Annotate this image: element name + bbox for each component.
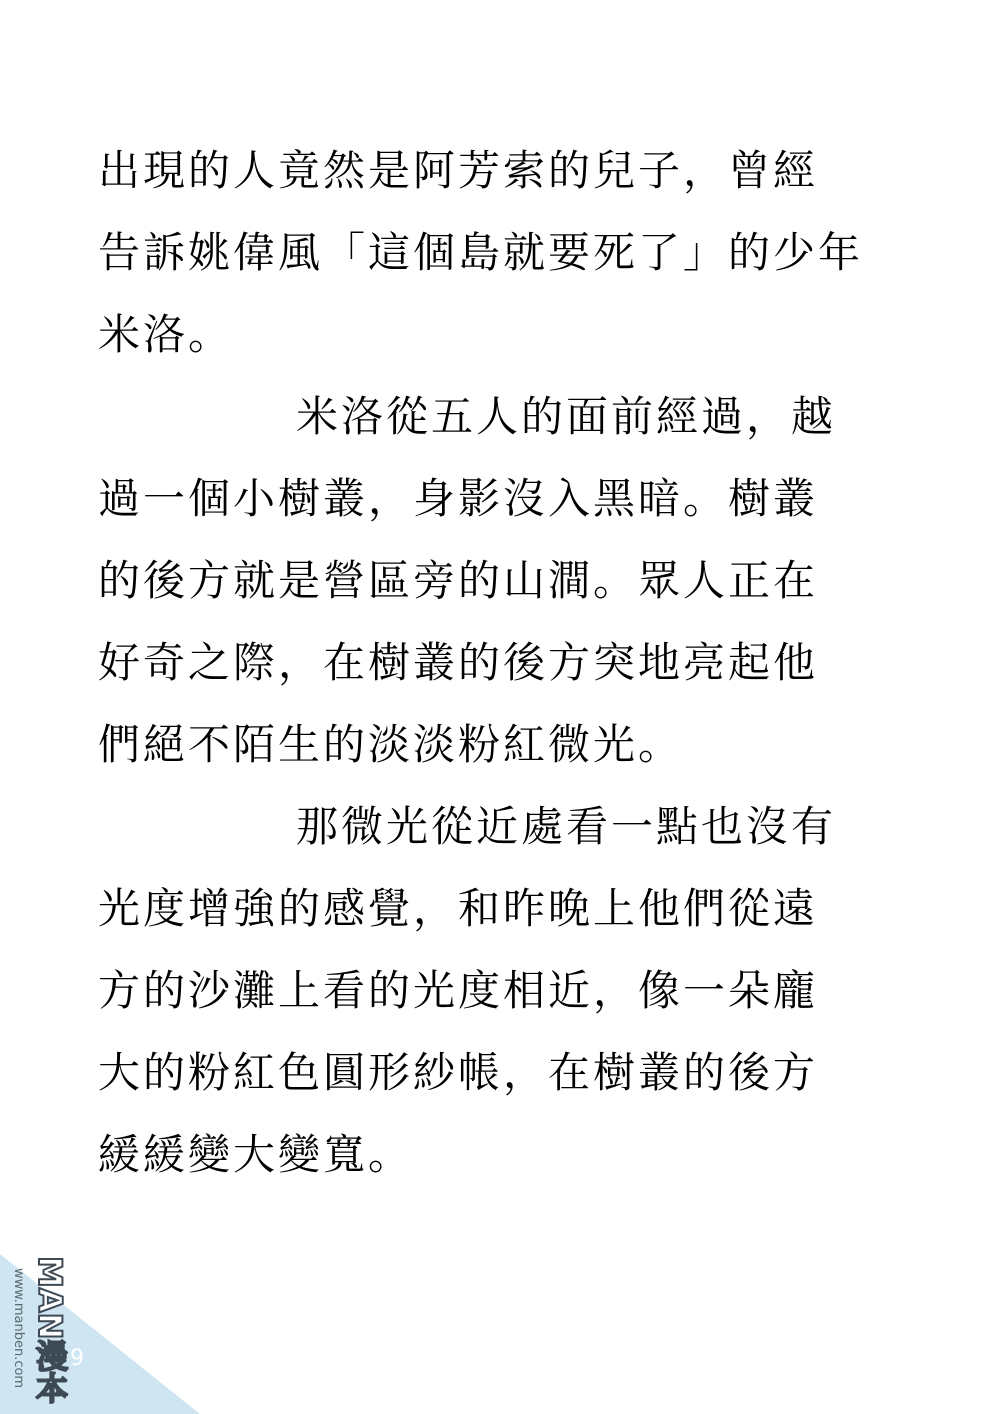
watermark-logo: MAN漫本 [31, 1256, 69, 1404]
text-line: 光度增強的感覺，和昨晚上他們從遠 [98, 884, 819, 933]
text-line-indented: 那微光從近處看一點也沒有 [296, 802, 837, 851]
body-text [98, 130, 898, 1196]
text-line-indented: 米洛從五人的面前經過，越 [296, 392, 837, 441]
text-line: 方的沙灘上看的光度相近，像一朵龐 [98, 966, 819, 1015]
text-line: 們絕不陌生的淡淡粉紅微光。 [98, 720, 684, 769]
text-line: 好奇之際，在樹叢的後方突地亮起他 [98, 638, 819, 687]
text-line: 米洛。 [98, 310, 234, 359]
text-line: 的後方就是營區旁的山澗。眾人正在 [98, 556, 819, 605]
watermark-url: www.manben.com [11, 1268, 26, 1389]
text-line: 告訴姚偉風「這個島就要死了」的少年 [98, 228, 864, 277]
text-line: 大的粉紅色圓形紗帳，在樹叢的後方 [98, 1048, 819, 1097]
text-line: 出現的人竟然是阿芳索的兒子，曾經 [98, 146, 819, 195]
text-line: 緩緩變大變寬。 [98, 1130, 414, 1179]
page-number: 9 [70, 1346, 84, 1371]
text-line: 過一個小樹叢，身影沒入黑暗。樹叢 [98, 474, 819, 523]
